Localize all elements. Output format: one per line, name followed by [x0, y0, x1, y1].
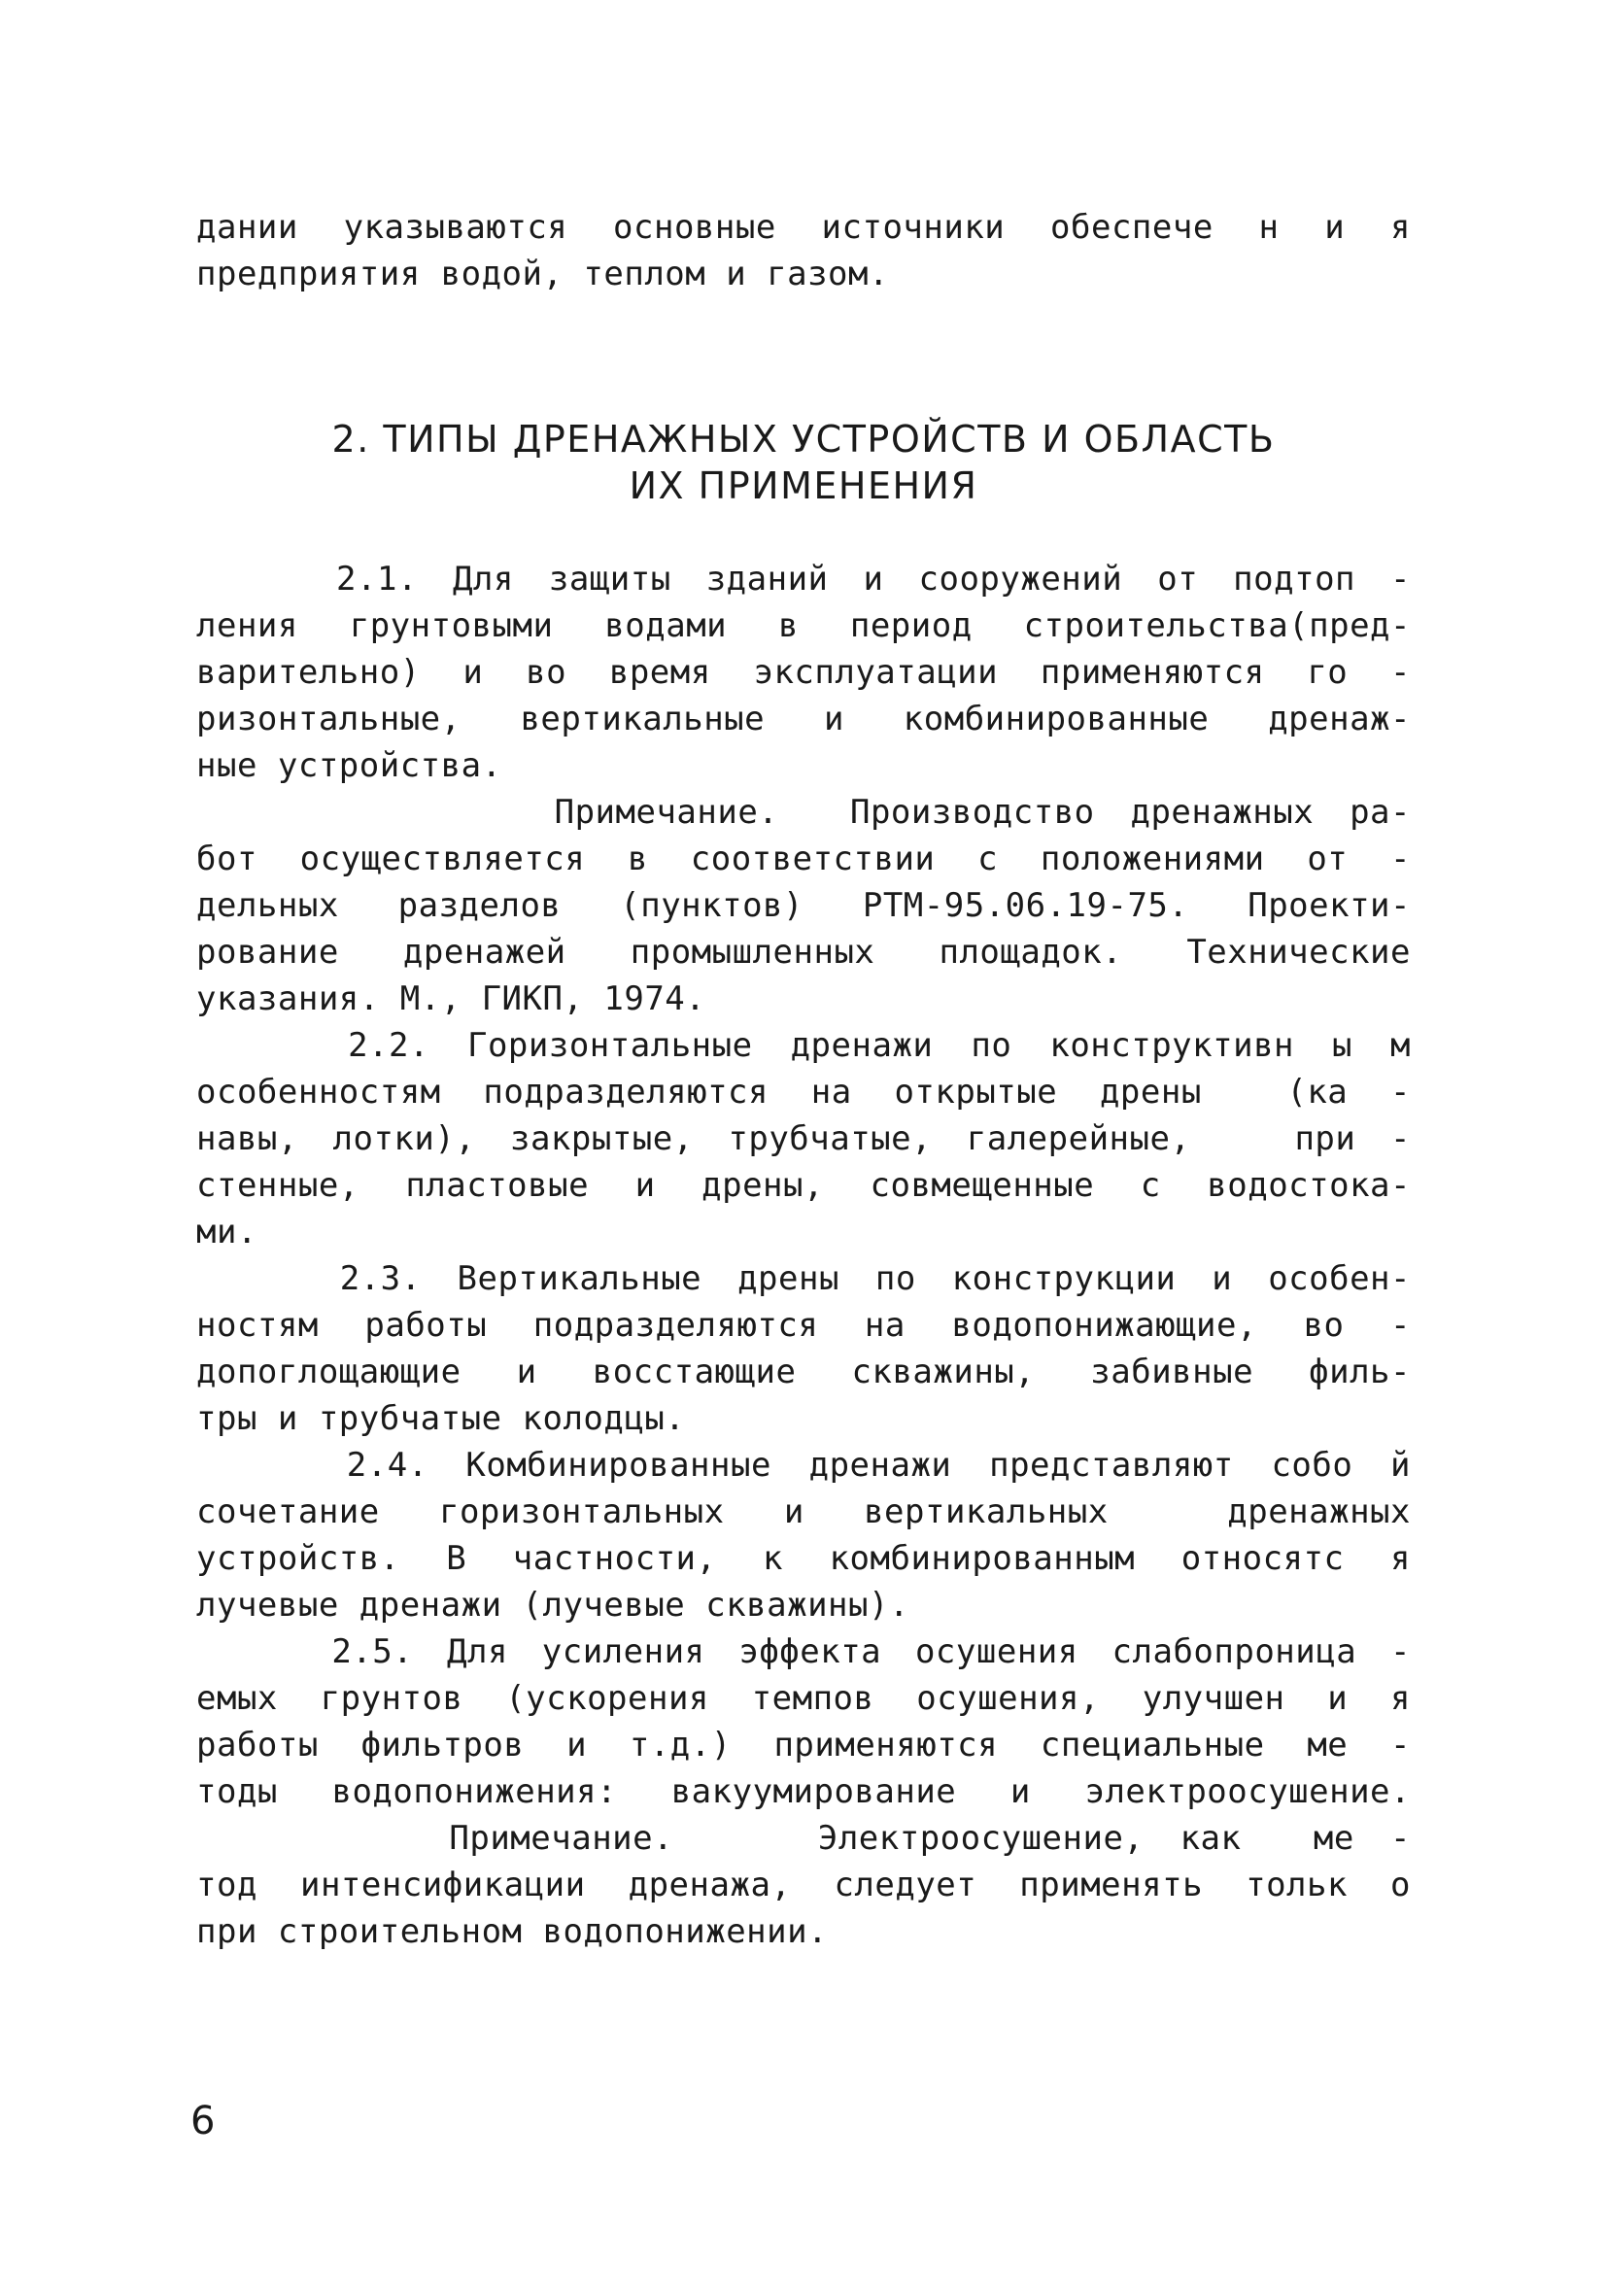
body-line: Примечание. Производство дренажных ра- — [196, 793, 1411, 832]
body-line: тод интенсификации дренажа, следует применять тольк о — [196, 1866, 1411, 1904]
body-line: ления грунтовыми водами в период строительства(пред- — [196, 606, 1411, 645]
body-line: допоглощающие и восстающие скважины, забивные филь- — [196, 1353, 1411, 1391]
intro-paragraph — [196, 204, 1411, 297]
body-line: навы, лотки), закрытые, трубчатые, галерейные, при - — [196, 1119, 1411, 1158]
body-line: дельных разделов (пунктов) РТМ-95.06.19-75. Проекти- — [196, 886, 1411, 925]
body-line: 2.1. Для защиты зданий и сооружений от подтоп - — [196, 560, 1411, 599]
section-title-line: 2. ТИПЫ ДРЕНАЖНЫХ УСТРОЙСТВ И ОБЛАСТЬ — [331, 418, 1276, 461]
body-line: указания. М., ГИКП, 1974. — [196, 979, 706, 1018]
body-line: работы фильтров и т.д.) применяются специальные ме - — [196, 1726, 1411, 1765]
page-number: 6 — [190, 2099, 216, 2143]
body-line: тры и трубчатые колодцы. — [196, 1399, 686, 1438]
body-line: лучевые дренажи (лучевые скважины). — [196, 1586, 909, 1625]
body-line: ностям работы подразделяются на водопонижающие, во - — [196, 1306, 1411, 1345]
body-line: 2.5. Для усиления эффекта осушения слабопроница - — [196, 1632, 1411, 1671]
body-line: Примечание. Электроосушение, как ме - — [196, 1819, 1411, 1858]
section-body — [196, 556, 1411, 1955]
intro-line: дании указываются основные источники обеспече н и я — [196, 208, 1411, 247]
body-line: 2.2. Горизонтальные дренажи по конструктивн ы м — [196, 1026, 1411, 1065]
body-line: тоды водопонижения: вакуумирование и электроосушение. — [196, 1772, 1411, 1811]
body-line: стенные, пластовые и дрены, совмещенные с водостока- — [196, 1166, 1411, 1205]
body-line: 2.3. Вертикальные дрены по конструкции и особен- — [196, 1259, 1411, 1298]
section-title-line: ИХ ПРИМЕНЕНИЯ — [629, 464, 978, 507]
body-line: ми. — [196, 1213, 257, 1251]
body-line: бот осуществляется в соответствии с положениями от - — [196, 840, 1411, 878]
body-line: 2.4. Комбинированные дренажи представляют собо й — [196, 1446, 1411, 1485]
section-heading — [196, 416, 1411, 509]
body-line: устройств. В частности, к комбинированным относятс я — [196, 1539, 1411, 1578]
body-line: при строительном водопонижении. — [196, 1912, 829, 1951]
intro-line: предприятия водой, теплом и газом. — [196, 255, 889, 293]
body-line: ные устройства. — [196, 746, 502, 785]
body-line: ризонтальные, вертикальные и комбинированные дренаж- — [196, 700, 1411, 738]
body-line: рование дренажей промышленных площадок. Технические — [196, 933, 1411, 972]
body-line: сочетание горизонтальных и вертикальных дренажных — [196, 1492, 1411, 1531]
body-line: варительно) и во время эксплуатации применяются го - — [196, 653, 1411, 692]
body-line: особенностям подразделяются на открытые дрены (ка - — [196, 1073, 1411, 1112]
body-line: емых грунтов (ускорения темпов осушения, улучшен и я — [196, 1679, 1411, 1718]
